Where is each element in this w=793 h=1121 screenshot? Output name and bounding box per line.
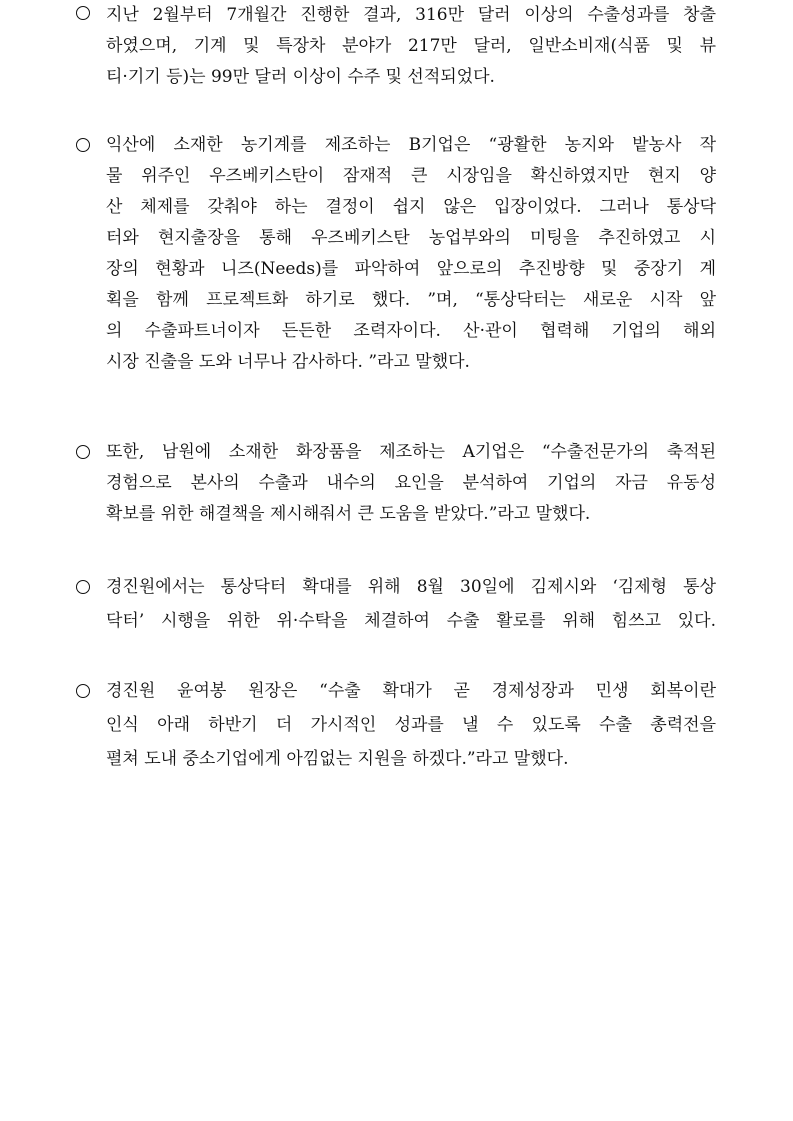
paragraph-line: 인식 아래 하반기 더 가시적인 성과를 낼 수 있도록 수출 총력전을 (106, 715, 716, 735)
paragraph-line: 물 위주인 우즈베키스탄이 잠재적 큰 시장임을 확신하였지만 현지 양 (106, 166, 716, 186)
paragraph-line: 시장 진출을 도와 너무나 감사하다. ”라고 말했다. (106, 352, 470, 372)
circle-bullet-icon (76, 445, 90, 459)
paragraph-line: 지난 2월부터 7개월간 진행한 결과, 316만 달러 이상의 수출성과를 창출 (106, 5, 716, 25)
paragraph-line: 닥터’ 시행을 위한 위·수탁을 체결하여 수출 활로를 위해 힘쓰고 있다. (106, 611, 716, 631)
circle-bullet-icon (76, 138, 90, 152)
paragraph-line: 의 수출파트너이자 든든한 조력자이다. 산·관이 협력해 기업의 해외 (106, 321, 716, 341)
paragraph-line: 경진원 윤여봉 원장은 “수출 확대가 곧 경제성장과 민생 회복이란 (106, 681, 716, 701)
paragraph-line: 경진원에서는 통상닥터 확대를 위해 8월 30일에 김제시와 ‘김제형 통상 (106, 577, 716, 597)
paragraph-line: 장의 현황과 니즈(Needs)를 파악하여 앞으로의 추진방향 및 중장기 계 (106, 259, 716, 279)
paragraph-line: 산 체제를 갖춰야 하는 결정이 쉽지 않은 입장이었다. 그러나 통상닥 (106, 197, 716, 217)
circle-bullet-icon (76, 580, 90, 594)
paragraph-line: 티·기기 등)는 99만 달러 이상이 수주 및 선적되었다. (106, 67, 495, 87)
paragraph-line: 또한, 남원에 소재한 화장품을 제조하는 A기업은 “수출전문가의 축적된 (106, 442, 716, 462)
circle-bullet-icon (76, 684, 90, 698)
paragraph-line: 펼쳐 도내 중소기업에게 아낌없는 지원을 하겠다.”라고 말했다. (106, 749, 569, 769)
paragraph-line: 획을 함께 프로젝트화 하기로 했다. ”며, “통상닥터는 새로운 시작 앞 (106, 290, 716, 310)
paragraph-line: 확보를 위한 해결책을 제시해줘서 큰 도움을 받았다.”라고 말했다. (106, 504, 591, 524)
circle-bullet-icon (76, 6, 90, 20)
paragraph-line: 경험으로 본사의 수출과 내수의 요인을 분석하여 기업의 자금 유동성 (106, 473, 716, 493)
paragraph-line: 익산에 소재한 농기계를 제조하는 B기업은 “광활한 농지와 밭농사 작 (106, 135, 716, 155)
paragraph-line: 터와 현지출장을 통해 우즈베키스탄 농업부와의 미팅을 추진하였고 시 (106, 228, 716, 248)
paragraph-line: 하였으며, 기계 및 특장차 분야가 217만 달러, 일반소비재(식품 및 뷰 (106, 36, 716, 56)
